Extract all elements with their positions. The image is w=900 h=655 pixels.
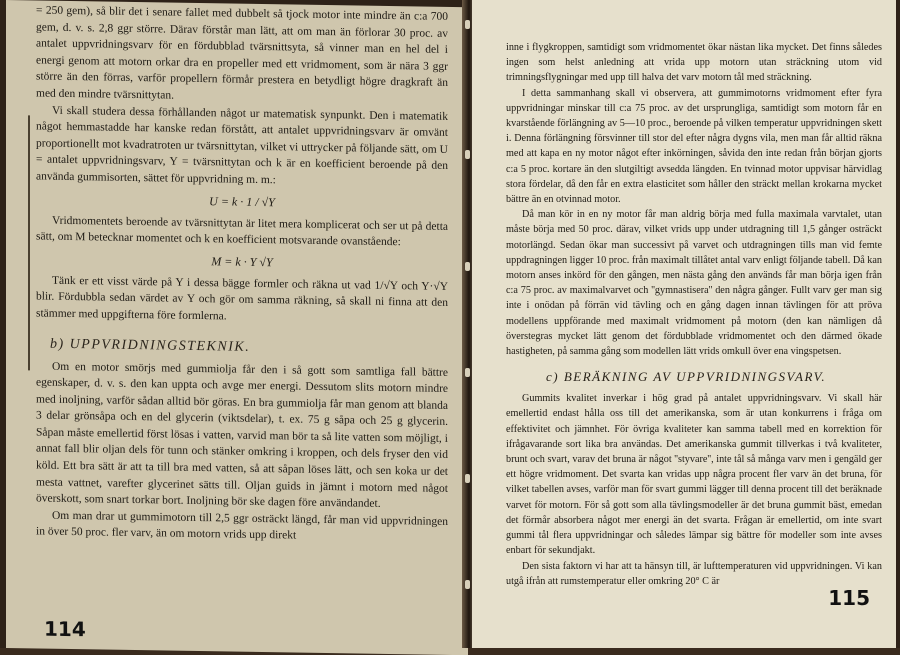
page-number-left: 114 xyxy=(44,616,86,642)
binding-hole xyxy=(465,20,470,29)
formula-vridmoment: M = k · Y √Y xyxy=(211,253,273,269)
left-page xyxy=(6,0,468,655)
formula-uppvridningsvarv: U = k · 1 / √Y xyxy=(209,193,275,209)
binding-hole xyxy=(465,368,470,377)
left-paragraph-1: = 250 gem), så blir det i senare fallet med dubbelt så tjock motor inte mindre än c:a 700 gem, d. v. s. 2,8 ggr större. Därav förstår man lätt, att om man än förlorar 30 proc. av antalet uppvridningsvarv för en fördubblad tvärsnittsyta, så vinner man en hel del i energi genom att motorn orkar dra en propeller med ett vridmoment, som är nära 3 ggr större än den förras, varför propellern förmår prestera en betydligt högre dragkraft än med den mindre tvärsnittytan. xyxy=(36,4,448,102)
binding-hole xyxy=(465,262,470,271)
right-paragraph-5: Den sista faktorn vi har att ta hänsyn till, är lufttemperaturen vid uppvridningen. Vi kan utgå ifrån att rumstemperatur eller omkring 20° C är xyxy=(506,560,882,587)
left-paragraph-6: Om man drar ut gummimotorn till 2,5 ggr osträckt längd, får man vid uppvridningen in över 50 proc. fler varv, än om motorn vrids upp direkt xyxy=(36,509,448,542)
margin-pencil-line xyxy=(28,115,30,370)
left-paragraph-5: Om en motor smörjs med gummiolja får den i så gott som samtliga fall bättre egenskaper, d. v. s. den kan uppta och avge mer energi. Dessutom slits motorn mindre med inoljning, varför sådan alltid bör göras. En bra gummiolja får man genom att blanda 3 delar grönsåpa och en del glycerin (viktsdelar), t. ex. 75 g såpa och 25 g glycerin. Såpan måste emellertid först lösas i vatten, varvid man bör ta så lite vatten som möjligt, i annat fall blir oljan dels för tunn och stänker omkring i kroppen, och dels fryser den vid köld. Ett bra sätt är att ta till bra med vatten, så att såpan löses lätt, och sen koka ur det mesta vattnet, varefter glycerinet sätts till. Oljan guids in jämnt i motorn med något överskott, som snart torkar bort. Inoljning bör ske dagen före användandet. xyxy=(36,360,448,511)
binding-hole xyxy=(465,580,470,589)
binding-holes xyxy=(465,0,471,648)
right-page xyxy=(472,0,896,648)
binding-hole xyxy=(465,474,470,483)
right-paragraph-4: Gummits kvalitet inverkar i hög grad på antalet uppvridningsvarv. Vi skall här emellertid endast hålla oss till det amerikanska, som är utan konkurrens i fråga om effektivitet och jämnhet. För övriga kvaliteter kan samma tabell med en korrektion för ifrågavarande sort lika bra användas. Det amerikanska gummit tillverkas i två kvaliteter, brunt och svart, varav det bruna är något ''styvare'', inte tål så många varv men i gengäld ger ett högre vridmoment. Det svarta kan vridas upp några procent fler varv än det bruna, för vilket tabellen avses, varför man för svart gummi lägger till denna procent till det beräknade varvet för motorn. För så gott som alla tävlingsmodeller är det bruna gummit bäst, emedan det förmår absorbera något mer energi än det svarta. Frågan är emellertid, om inte svart gummi tål flera uppvridningar och således lämpar sig bättre för modeller som inte avses enbart för sekundjakt. xyxy=(506,393,882,557)
binding-hole xyxy=(465,150,470,159)
right-paragraph-3: Då man kör in en ny motor får man aldrig börja med fulla maximala varvtalet, utan måste börja med 50 proc. därav, vilket vrids upp under utdragning till 1,5 gånger osträckt motorlängd. Sedan ökar man successivt på varvet och utdragningen tills man vid femte uppdragningen ligger 10 proc. från maximalt tillåtet antal varv enligt följande tabell. Då kan motorn anses inkörd för den gången, men nästa gång den används får man börja igen från c:a 75 proc. av maximalvarvet och ''gymnastisera'' den några gånger. Fullt varv ger man sig inte i onödan på förrän vid tävling och en gång dagen innan tävlingen för att pröva modellens uppförande med maximalt vridmoment på motorn (den kan nämligen då överstegras mycket lätt genom det fördubblade vridmomentet och den därmed ökade hastigheten, på samma gång som modellen lätt vrids omkull över ena vingspetsen. xyxy=(506,209,882,358)
section-heading-b: b) UPPVRIDNINGSTEKNIK. xyxy=(50,336,251,355)
page-number-right: 115 xyxy=(828,586,870,610)
right-paragraph-2: I detta sammanhang skall vi observera, att gummimotorns vridmoment efter fyra uppvridningar minskar till c:a 75 proc. av det ursprungliga, samtidigt som motorn får en kvarstående förlängning av 5—10 proc., beroende på vilken temperatur uppvridningen skett i. Denna förlängning försvinner till stor del efter några dygns vila, men man får alltid räkna med att kapa en ny motor något efter inkörningen, såvida den inte redan från början gjorts c:a 5 proc. kortare än den slutgiltigt avsedda längden. En tvinnad motor uppvisar härvidlag stora fördelar, då den får en extra elasticitet som håller den sträckt mellan krokarna mycket bättre än en otvinnad motor. xyxy=(506,87,882,206)
right-paragraph-1: inne i flygkroppen, samtidigt som vridmomentet ökar nästan lika mycket. Det finns således ingen som helst anledning att vrida upp motorn utan sträckning utom vid trimningsflygningar med upp till halva det varv motorn tål med sträckning. xyxy=(506,42,882,84)
left-paragraph-2: Vi skall studera dessa förhållanden något ur matematisk synpunkt. Den i matematik något hemmastadde har kanske redan förstått, att antalet uppvridningsvarv är omvänt proportionellt mot kvadratroten ur tvärsnittytan, vilket vi uttrycker på följande sätt, om U = antalet uppvridningsvarv, Y = tvärsnittytan och k är en koefficient beroende på den använda gummisorten, sättet för uppvridning m. m.: xyxy=(36,104,448,187)
section-heading-c: c) BERÄKNING AV UPPVRIDNINGSVARV. xyxy=(546,369,827,385)
left-paragraph-3: Vridmomentets beroende av tvärsnittytan är litet mera komplicerat och ser ut på detta sätt, om M betecknar momentet och k en koefficient motsvarande ovanstående: xyxy=(36,214,448,249)
left-paragraph-4: Tänk er ett visst värde på Y i dessa bägge formler och räkna ut vad 1/√Y och Y·√Y blir. Fördubbla sedan värdet av Y och gör om samma räkning, så skall ni finna att den stämmer med uppgifterna före formlerna. xyxy=(36,274,448,323)
